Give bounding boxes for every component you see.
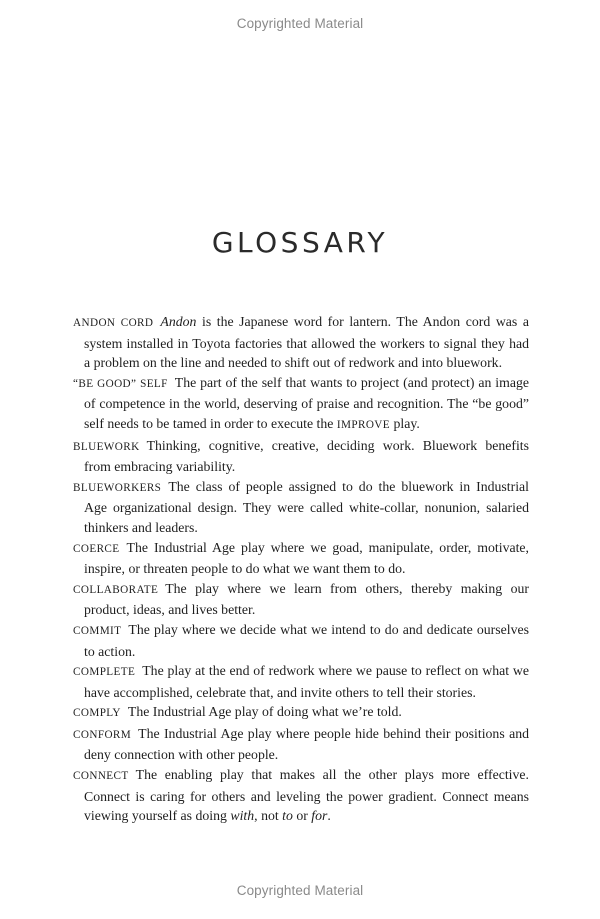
- glossary-definition-part: , not: [254, 808, 283, 824]
- page-title: GLOSSARY: [211, 226, 389, 259]
- glossary-term: CONNECT: [73, 770, 129, 783]
- glossary-term: COMPLY: [73, 707, 121, 720]
- glossary-term: COERCE: [73, 542, 120, 555]
- glossary-entry-commit: [73, 620, 529, 661]
- glossary-term: COLLABORATE: [73, 583, 159, 596]
- glossary-entry-conform: [73, 724, 529, 765]
- definition-italic: to: [282, 808, 293, 824]
- glossary-term: CONFORM: [73, 728, 132, 741]
- glossary-definition: The part of the self that wants to project (and protect) an image of competence in the world, deserving of praise and recognition. The “be good” self needs to be tamed in order to execute the: [84, 374, 529, 431]
- glossary-definition: The play at the end of redwork where we pause to reflect on what we have accomplished, celebrate that, and invite others to tell their stories.: [84, 663, 529, 700]
- glossary-entry-blueworkers: [73, 477, 529, 538]
- glossary-definition-part: or: [292, 808, 312, 824]
- glossary-entry-complete: [73, 661, 529, 702]
- glossary-term: BLUEWORK: [73, 440, 140, 453]
- glossary-entry-connect: [73, 765, 529, 826]
- glossary-entry-coerce: [73, 538, 529, 579]
- glossary-term: COMMIT: [73, 624, 122, 637]
- definition-italic: for: [311, 808, 328, 824]
- definition-italic: with: [230, 808, 255, 824]
- glossary-term: ANDON CORD: [73, 317, 154, 329]
- glossary-definition: The class of people assigned to do the bluework in Industrial Age organizational design. They were called white-collar, nonunion, salaried thinkers and leaders.: [84, 478, 529, 535]
- glossary-definition: The Industrial Age play where people hide behind their positions and deny connection with other people.: [84, 725, 529, 763]
- glossary-definition: The Industrial Age play where we goad, manipulate, order, motivate, inspire, or threaten people to do what we want them to do.: [84, 539, 529, 577]
- glossary-entry-bluework: [73, 436, 529, 477]
- definition-small-caps: IMPROVE: [336, 418, 391, 431]
- glossary-definition-end: play.: [390, 415, 420, 431]
- glossary-definition: The enabling play that makes all the other plays more effective. Connect is caring for others and leveling the power gradient. Connect means viewing yourself as doing: [84, 767, 529, 824]
- glossary-entry-be-good-self: [73, 373, 529, 436]
- copyright-watermark-top: Copyrighted Material: [236, 16, 364, 31]
- glossary-definition: The Industrial Age play of doing what we’re told.: [127, 704, 402, 720]
- glossary-term: BLUEWORKERS: [73, 481, 162, 494]
- glossary-definition: is the Japanese word for lantern. The Andon cord was a system installed in Toyota factories that allowed the workers to signal they had a problem on the line and needed to shift out of redwork and into bluework.: [84, 314, 529, 371]
- glossary-term: “BE GOOD” SELF: [73, 377, 168, 390]
- copyright-watermark-bottom: Copyrighted Material: [236, 883, 364, 898]
- glossary-definition-end: .: [327, 808, 331, 824]
- glossary-list: [73, 312, 529, 826]
- glossary-entry-collaborate: [73, 579, 529, 620]
- glossary-entry-comply: [73, 702, 529, 724]
- glossary-term: COMPLETE: [73, 666, 136, 679]
- glossary-entry-andon-cord: [73, 312, 529, 373]
- glossary-definition: Thinking, cognitive, creative, deciding work. Bluework benefits from embracing variability.: [84, 437, 529, 475]
- glossary-definition: The play where we learn from others, thereby making our product, ideas, and lives better.: [84, 580, 529, 618]
- definition-italic: Andon: [160, 314, 197, 329]
- glossary-definition: The play where we decide what we intend to do and dedicate ourselves to action.: [84, 621, 529, 659]
